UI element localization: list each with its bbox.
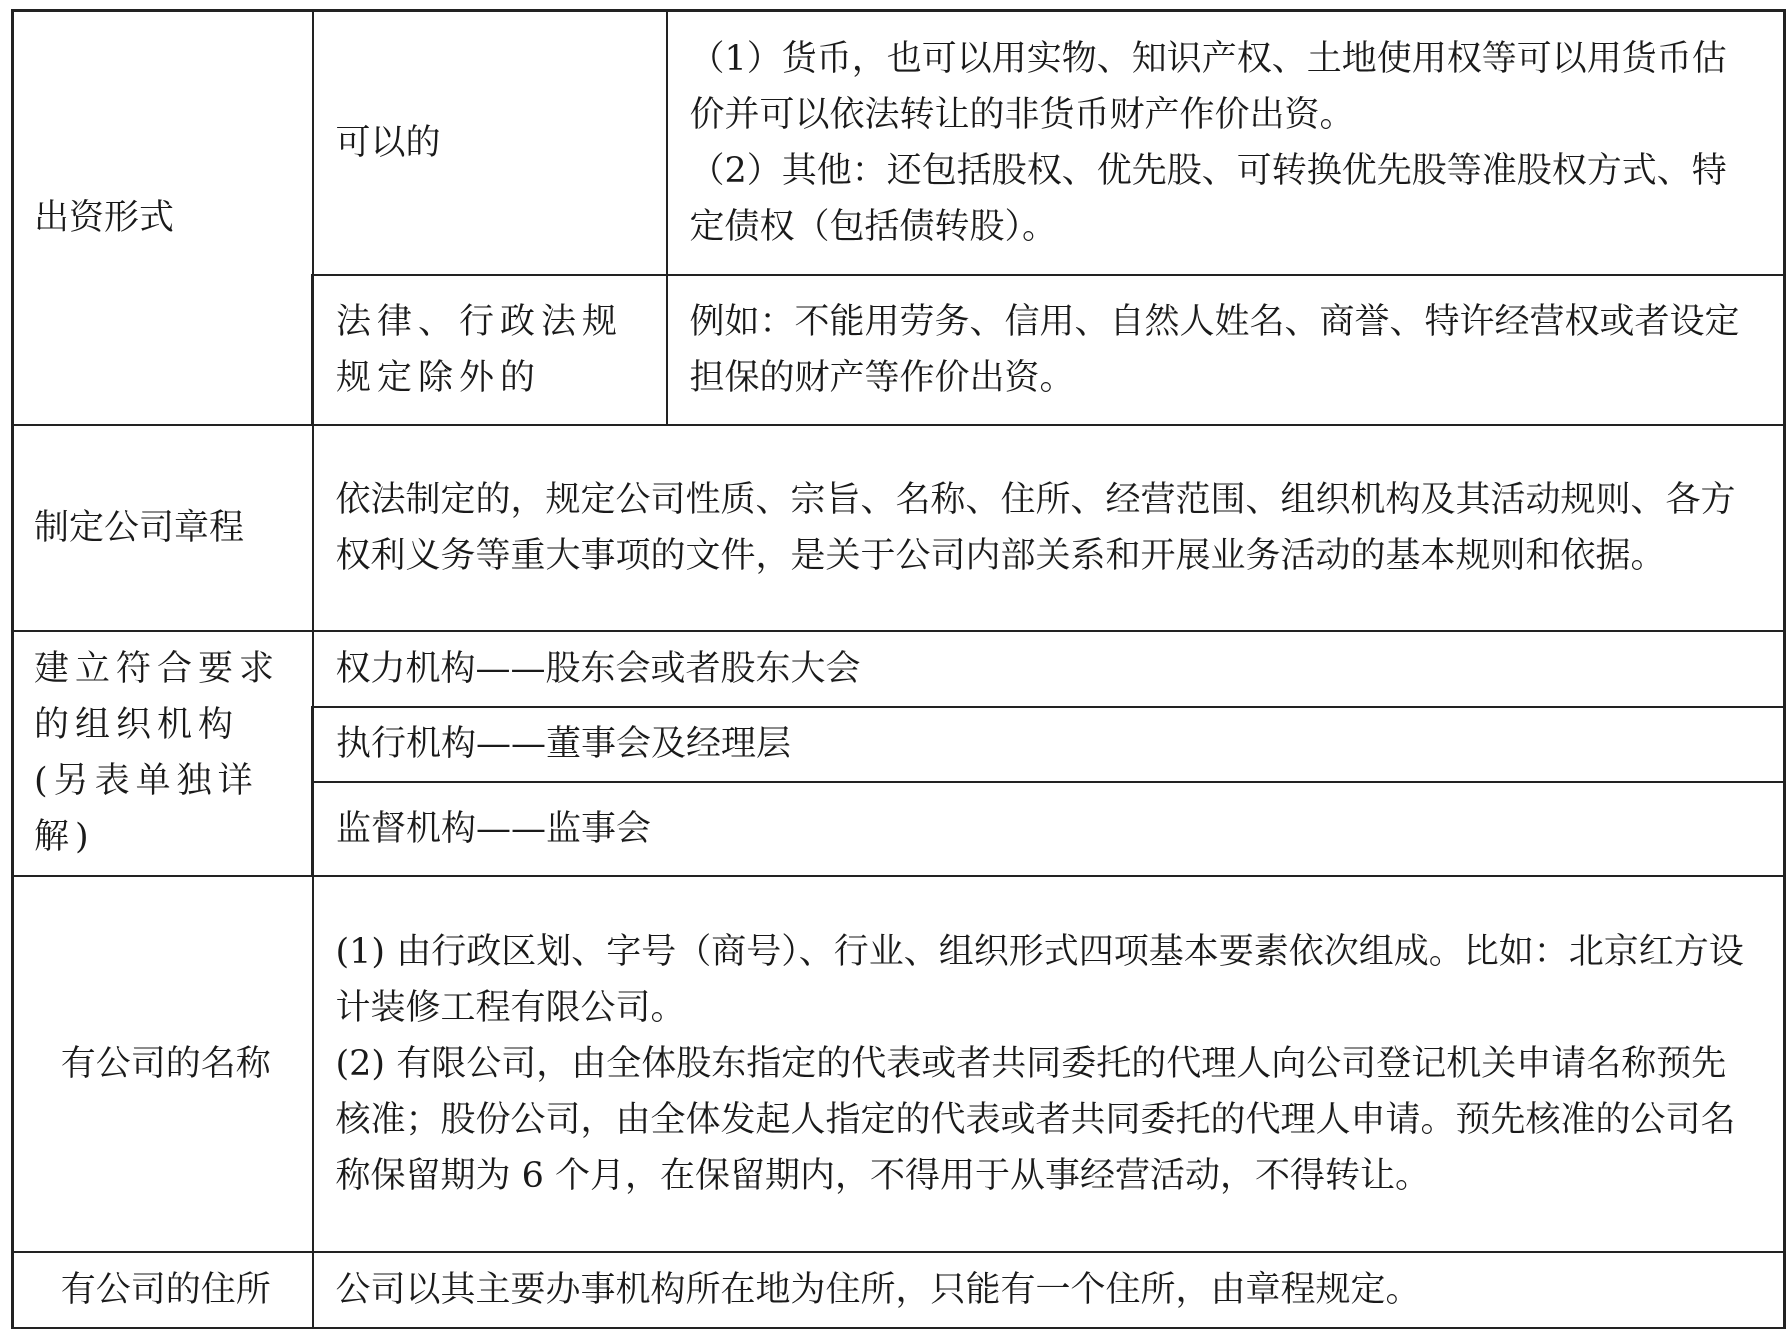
name-item-2: (2) 有限公司，由全体股东指定的代表或者共同委托的代理人向公司登记机关申请名称预先核准；股份公司，由全体发起人指定的代表或者共同委托的代理人申请。预先核准的公司名称保留期为 6 个月，在保留期内，不得用于从事经营活动，不得转让。 [335,1043,1736,1196]
company-requirements-table [11,9,1786,1329]
row-heading-name: 有公司的名称 [13,876,313,1252]
name-content [313,876,1785,1252]
capital-allowed-item-2: （2）其他：还包括股权、优先股、可转换优先股等准股权方式、特定债权（包括债转股）。 [689,150,1727,247]
table-row [13,425,1785,631]
capital-allowed-label: 可以的 [313,11,667,275]
row-heading-articles: 制定公司章程 [13,425,313,631]
capital-excluded-content: 例如：不能用劳务、信用、自然人姓名、商誉、特许经营权或者设定担保的财产等作价出资。 [667,275,1785,425]
capital-allowed-content [667,11,1785,275]
organization-power-body: 权力机构——股东会或者股东大会 [313,631,1785,707]
table-row [13,631,1785,707]
table-row [13,1252,1785,1328]
organization-supervisory-body: 监督机构——监事会 [313,782,1785,876]
row-heading-organization: 建立符合要求的组织机构(另表单独详解) [13,631,313,876]
organization-executive-body: 执行机构——董事会及经理层 [313,707,1785,782]
domicile-content: 公司以其主要办事机构所在地为住所，只能有一个住所，由章程规定。 [313,1252,1785,1328]
table-row [13,11,1785,275]
name-item-1: (1) 由行政区划、字号（商号）、行业、组织形式四项基本要素依次组成。比如：北京红方设计装修工程有限公司。 [335,931,1744,1028]
articles-content: 依法制定的，规定公司性质、宗旨、名称、住所、经营范围、组织机构及其活动规则、各方权利义务等重大事项的文件，是关于公司内部关系和开展业务活动的基本规则和依据。 [313,425,1785,631]
row-heading-capital-form: 出资形式 [13,11,313,425]
row-heading-domicile: 有公司的住所 [13,1252,313,1328]
table-row [13,876,1785,1252]
capital-allowed-item-1: （1）货币，也可以用实物、知识产权、土地使用权等可以用货币估价并可以依法转让的非货币财产作价出资。 [689,38,1727,135]
capital-excluded-label: 法律、行政法规规定除外的 [313,275,667,425]
